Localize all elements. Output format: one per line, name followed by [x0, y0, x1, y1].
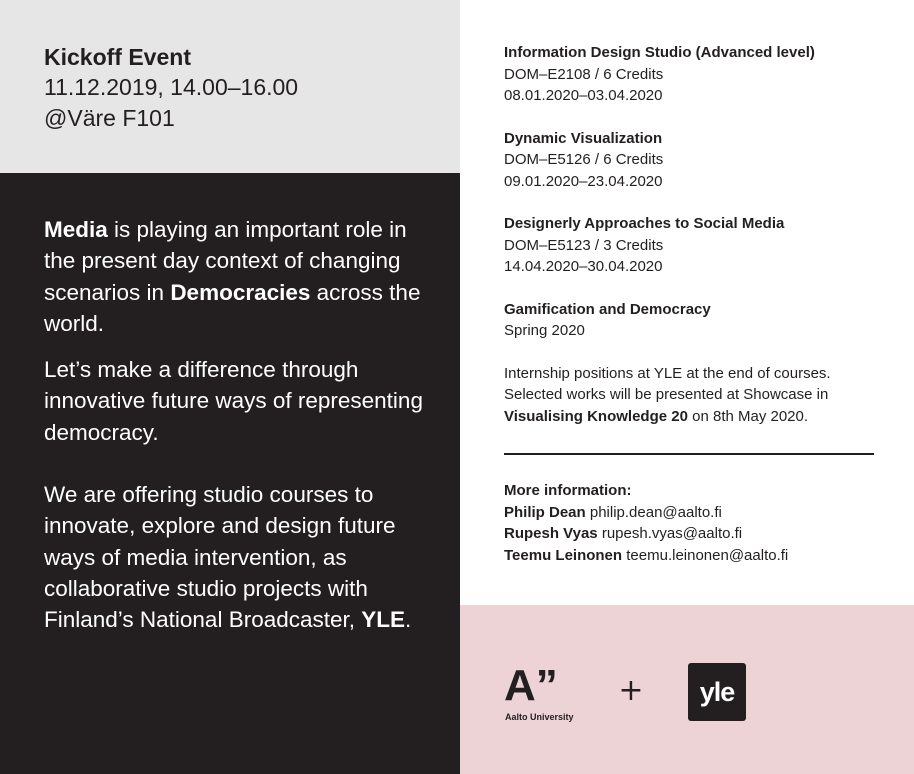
internship-note [504, 363, 894, 428]
internship-line-2: Selected works will be presented at Showcase in [504, 386, 829, 403]
course-code: DOM–E5123 / 3 Credits [504, 236, 664, 254]
democracies-keyword: Democracies [170, 279, 311, 305]
aalto-university-logo [504, 662, 584, 722]
showcase-date: on 8th May 2020. [687, 407, 809, 425]
contact-name: Philip Dean [504, 503, 586, 521]
course-name: Designerly Approaches to Social Media [504, 215, 785, 232]
intro-paragraph-2: Let’s make a difference through innovative future ways of representing democracy. [44, 357, 423, 445]
contact-row [504, 523, 788, 545]
course-dates: 09.01.2020–23.04.2020 [504, 172, 663, 190]
yle-keyword: YLE [361, 607, 406, 633]
course-name: Dynamic Visualization [504, 129, 663, 147]
course-dates: 14.04.2020–30.04.2020 [504, 258, 663, 275]
course-item [504, 299, 894, 342]
showcase-title: Visualising Knowledge 20 [504, 407, 688, 425]
course-item [504, 128, 894, 193]
contact-email[interactable]: rupesh.vyas@aalto.fi [601, 525, 743, 542]
course-code: DOM–E2108 / 6 Credits [504, 65, 664, 83]
plus-icon: + [618, 673, 644, 708]
course-list [504, 42, 894, 427]
yle-logo: yle [688, 663, 746, 721]
course-dates: 08.01.2020–03.04.2020 [504, 87, 663, 104]
internship-line-1: Internship positions at YLE at the end of courses. [504, 364, 831, 382]
kickoff-info [44, 42, 298, 134]
contact-row [504, 502, 788, 524]
intro-p1-text1: is playing an important role in the present day context of changing scenarios in [44, 217, 407, 305]
intro-paragraph-1 [44, 214, 444, 339]
course-code: DOM–E5126 / 6 Credits [504, 151, 664, 168]
course-item [504, 42, 894, 107]
section-divider [504, 453, 874, 455]
intro-text [44, 214, 444, 636]
contact-name: Rupesh Vyas [504, 525, 598, 542]
kickoff-datetime: 11.12.2019, 14.00–16.00 [44, 74, 299, 100]
course-name: Gamification and Democracy [504, 300, 711, 318]
contact-row [504, 545, 788, 567]
internship-line-3 [504, 406, 894, 428]
course-code: Spring 2020 [504, 322, 585, 339]
contact-name: Teemu Leinonen [504, 546, 623, 564]
contact-email[interactable]: teemu.leinonen@aalto.fi [626, 546, 789, 564]
intro-paragraph-3 [44, 479, 444, 635]
kickoff-location: @Väre F101 [44, 105, 175, 131]
aalto-name: Aalto University [505, 712, 574, 722]
contact-email[interactable]: philip.dean@aalto.fi [589, 503, 722, 521]
aalto-mark: A” [504, 662, 558, 710]
intro-p1-text2: across the world. [44, 279, 421, 336]
media-keyword: Media [44, 217, 108, 242]
more-info-heading: More information: [504, 482, 632, 499]
kickoff-title: Kickoff Event [44, 44, 191, 70]
intro-p3-end: . [405, 607, 412, 633]
course-item [504, 213, 894, 278]
intro-p3-text: We are offering studio courses to innovate, explore and design future ways of media intervention, as collaborative studio projects with Finland’s National Broadcaster, [44, 482, 396, 633]
course-name: Information Design Studio (Advanced level) [504, 44, 815, 61]
contact-info [504, 480, 788, 566]
